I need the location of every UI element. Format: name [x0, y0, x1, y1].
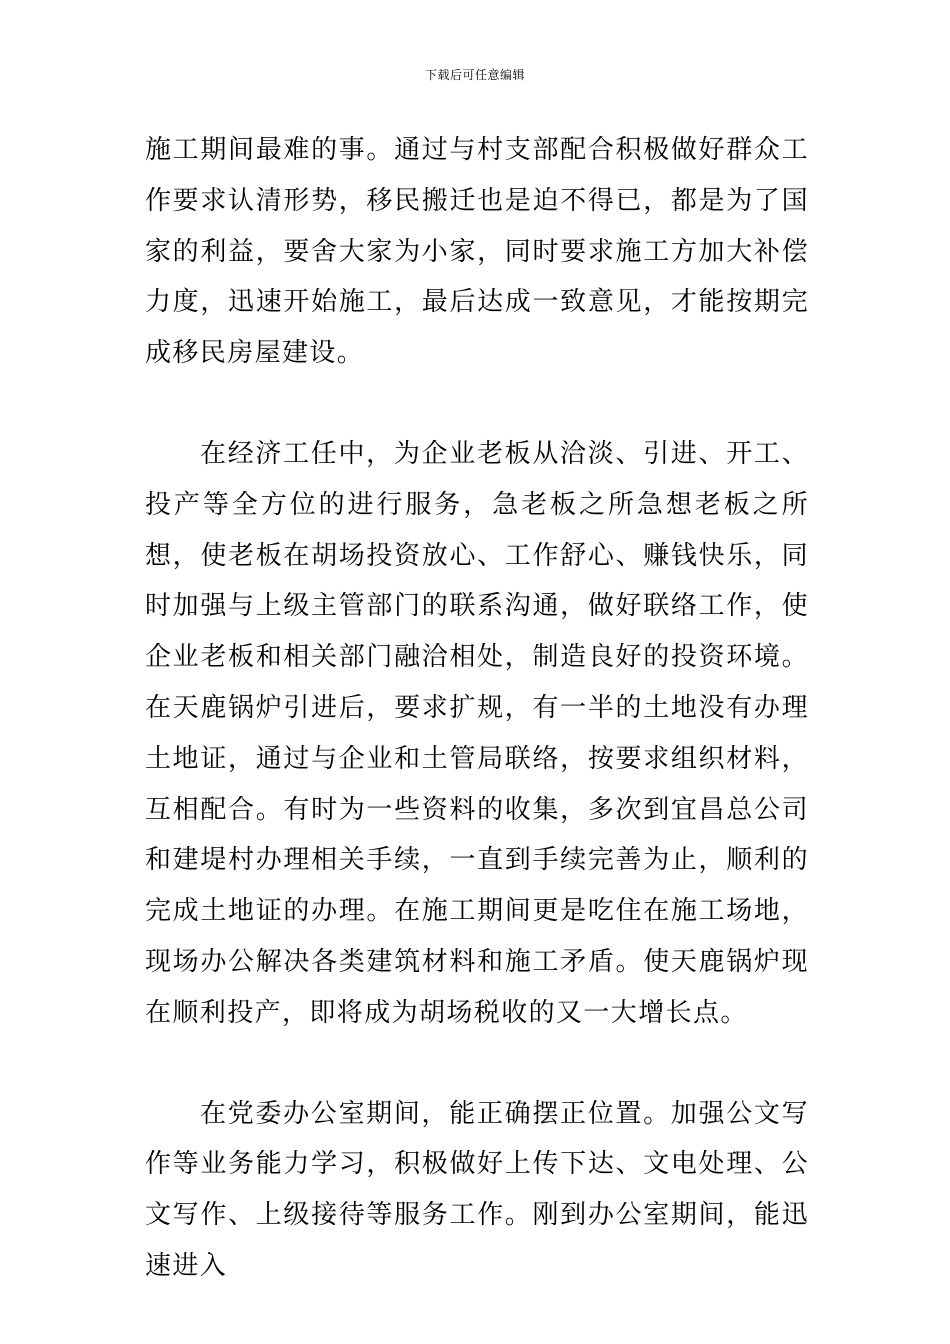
header-note: 下载后可任意编辑 — [424, 68, 525, 82]
paragraph-economic-work: 在经济工任中，为企业老板从洽淡、引进、开工、投产等全方位的进行服务，急老板之所急想老板之所想，使老板在胡场投资放心、工作舒心、赚钱快乐，同时加强与上级主管部门的联系沟通，做好联络工作，使企业老板和相关部门融洽相处，制造良好的投资环境。在天鹿锅炉引进后，要求扩规，有一半的土地没有办理土地证，通过与企业和土管局联络，按要求组织材料，互相配合。有时为一些资料的收集，多次到宜昌总公司和建堤村办理相关手续，一直到手续完善为止，顺利的完成土地证的办理。在施工期间更是吃住在施工场地，现场办公解决各类建筑材料和施工矛盾。使天鹿锅炉现在顺利投产，即将成为胡场税收的又一大增长点。 — [145, 438, 809, 1028]
paragraph-continuation: 施工期间最难的事。通过与村支部配合积极做好群众工作要求认清形势，移民搬迁也是迫不得已，都是为了国家的利益，要舍大家为小家，同时要求施工方加大补偿力度，迅速开始施工，最后达成一致意见，才能按期完成移民房屋建设。 — [145, 135, 809, 369]
paragraph-party-office: 在党委办公室期间，能正确摆正位置。加强公文写作等业务能力学习，积极做好上传下达、文电处理、公文写作、上级接待等服务工作。刚到办公室期间，能迅速进入 — [145, 1098, 809, 1281]
document-body — [145, 125, 809, 1292]
